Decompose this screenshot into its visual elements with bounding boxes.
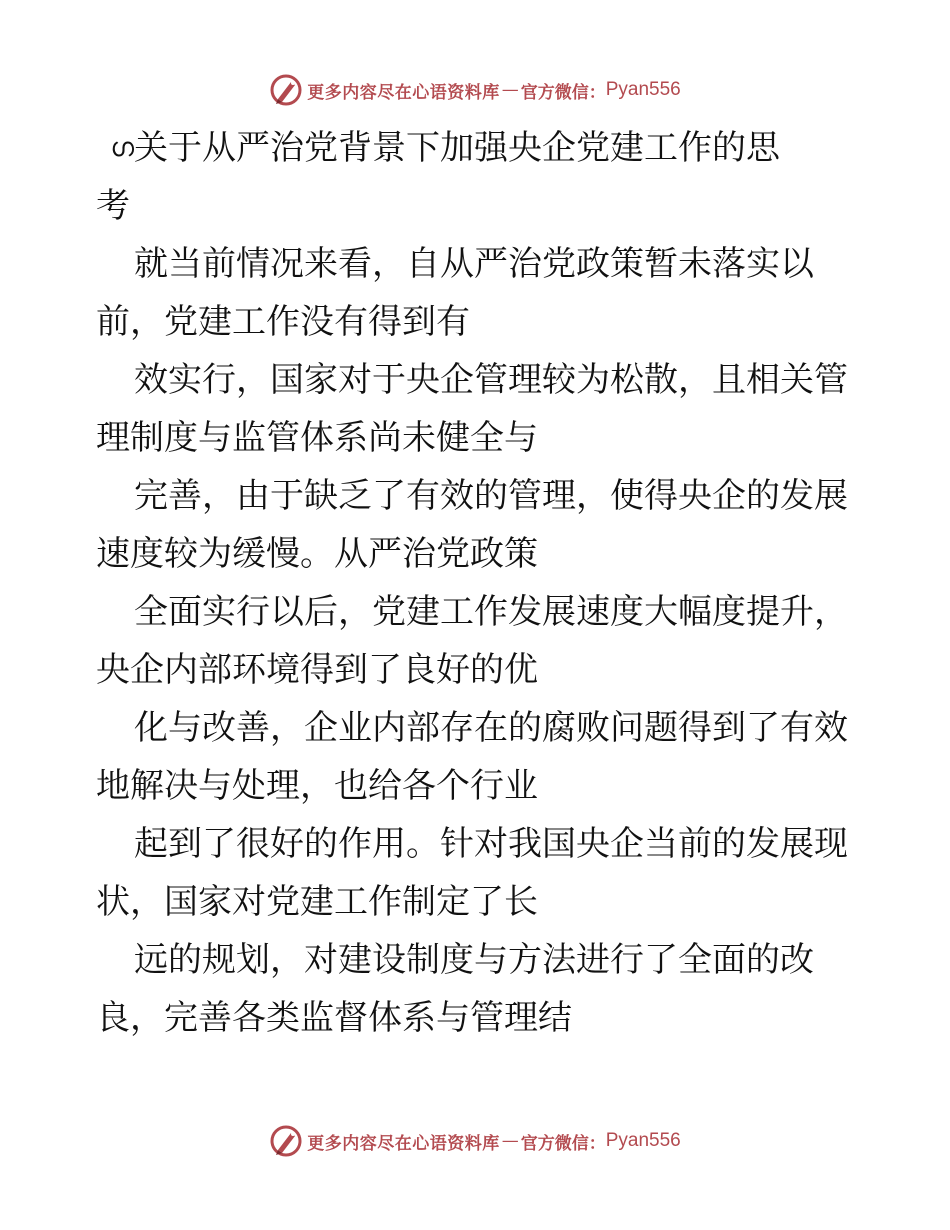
banner-dash: — [501,80,519,100]
title-line-2: 考 [96,186,130,226]
paragraph-line: 理制度与监管体系尚未健全与 [96,418,538,458]
wechat-id: Pyan556 [605,1130,681,1151]
banner-dash: — [501,1131,519,1151]
paragraph-line: 远的规划，对建设制度与方法进行了全面的改 [134,940,814,980]
paragraph-line: 央企内部环境得到了良好的优 [96,650,538,690]
wechat-id: Pyan556 [605,79,681,100]
paragraph-line: 速度较为缓慢。从严治党政策 [96,534,538,574]
paragraph-line: 起到了很好的作用。针对我国央企当前的发展现 [134,824,848,864]
wechat-label: 官方微信： [520,1133,606,1154]
document-body [96,119,866,1047]
paragraph-line: 完善，由于缺乏了有效的管理，使得央企的发展 [134,476,848,516]
pen-circle-logo-icon [269,1124,303,1158]
paragraph-line: 良，完善各类监督体系与管理结 [96,998,572,1038]
paragraph-line: 状，国家对党建工作制定了长 [96,882,538,922]
paragraph-line: 效实行，国家对于央企管理较为松散，且相关管 [134,360,848,400]
site-name-text: 更多内容尽在心语资料库 [307,82,500,103]
title-line-1 [96,119,866,177]
title-ornament-icon: ഗ [110,133,134,163]
header-watermark-banner [0,70,950,110]
paragraph-line: 地解决与处理，也给各个行业 [96,766,538,806]
wechat-label: 官方微信： [520,82,606,103]
site-name-text: 更多内容尽在心语资料库 [307,1133,500,1154]
pen-circle-logo-icon [269,73,303,107]
title-text-1: 关于从严治党背景下加强央企党建工作的思 [134,128,780,168]
paragraph-line: 全面实行以后，党建工作发展速度大幅度提升， [134,592,848,632]
footer-watermark-banner [0,1121,950,1161]
paragraph-line: 前，党建工作没有得到有 [96,302,470,342]
paragraph-line: 化与改善，企业内部存在的腐败问题得到了有效 [134,708,848,748]
paragraph-line: 就当前情况来看，自从严治党政策暂未落实以 [134,244,814,284]
